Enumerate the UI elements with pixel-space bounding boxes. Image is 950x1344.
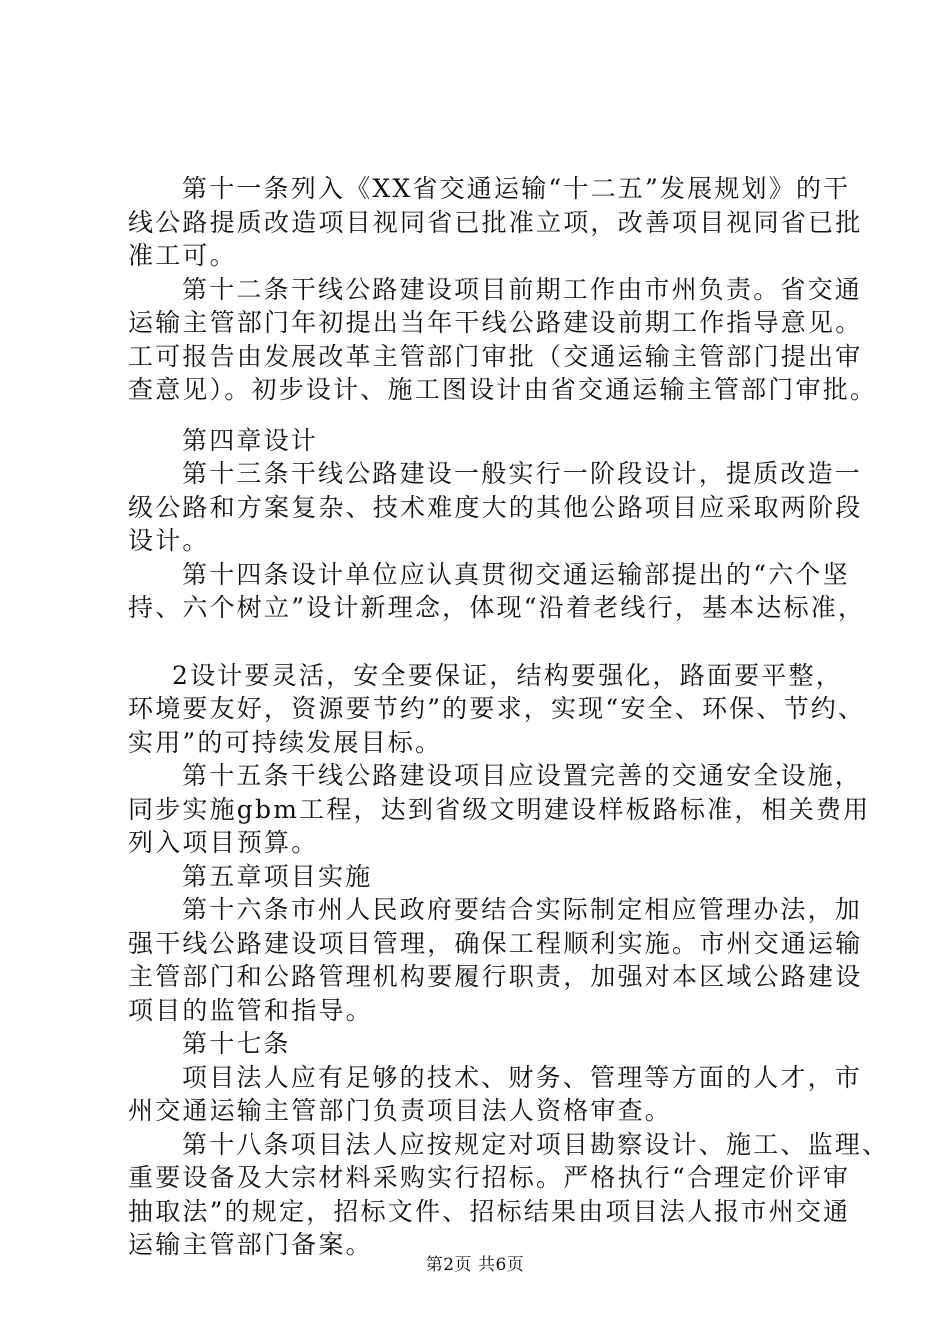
article-13-line-2: 级公路和方案复杂、技术难度大的其他公路项目应采取两阶段 — [128, 492, 863, 522]
article-18-line-1: 第十八条项目法人应按规定对项目勘察设计、施工、监理、 — [182, 1129, 890, 1159]
article-12-line-3: 工可报告由发展改革主管部门审批（交通运输主管部门提出审 — [128, 341, 863, 371]
article-14-line-3: 2设计要灵活，安全要保证，结构要强化，路面要平整， — [172, 660, 843, 690]
page-footer: 第2页 共6页 — [425, 1255, 525, 1275]
article-14-line-5: 实用”的可持续发展目标。 — [128, 727, 443, 757]
article-17-heading: 第十七条 — [182, 1029, 291, 1058]
article-18-line-2: 重要设备及大宗材料采购实行招标。严格执行“合理定价评审 — [128, 1163, 851, 1192]
article-15-line-3: 列入项目预算。 — [128, 828, 319, 857]
article-16-line-3: 主管部门和公路管理机构要履行职责，加强对本区域公路建设 — [128, 962, 863, 991]
article-14-line-2: 持、六个树立”设计新理念，体现“沿着老线行，基本达标准， — [128, 593, 866, 622]
document-body — [128, 172, 890, 1262]
article-17-line-2: 州交通运输主管部门负责项目法人资格审查。 — [128, 1096, 673, 1125]
article-11-line-1: 第十一条列入《XX省交通运输“十二五”发展规划》的干 — [182, 174, 851, 203]
article-13-line-1: 第十三条干线公路建设一般实行一阶段设计，提质改造一 — [182, 459, 863, 488]
article-12-line-1: 第十二条干线公路建设项目前期工作由市州负责。省交通 — [182, 274, 863, 304]
article-11-line-2: 线公路提质改造项目视同省已批准立项，改善项目视同省已批 — [128, 207, 863, 237]
article-16-line-2: 强干线公路建设项目管理，确保工程顺利实施。市州交通运输 — [128, 928, 863, 958]
article-15-line-1: 第十五条干线公路建设项目应设置完善的交通安全设施， — [182, 761, 863, 790]
article-15-line-2: 同步实施gbm工程，达到省级文明建设样板路标准，相关费用 — [128, 794, 871, 824]
article-18-line-4: 运输主管部门备案。 — [128, 1230, 373, 1259]
article-11-line-3: 准工可。 — [128, 241, 237, 270]
chapter-4-heading: 第四章设计 — [182, 425, 319, 455]
article-12-line-4: 查意见）。初步设计、施工图设计由省交通运输主管部门审批。 — [128, 375, 878, 404]
article-16-line-4: 项目的监管和指导。 — [128, 995, 373, 1025]
article-12-line-2: 运输主管部门年初提出当年干线公路建设前期工作指导意见。 — [128, 308, 863, 337]
article-16-line-1: 第十六条市州人民政府要结合实际制定相应管理办法，加 — [182, 895, 863, 924]
paragraph-gap — [128, 625, 832, 659]
article-13-line-3: 设计。 — [128, 526, 210, 555]
article-14-line-1: 第十四条设计单位应认真贯彻交通运输部提出的“六个坚 — [182, 559, 850, 589]
article-14-line-4: 环境要友好，资源要节约”的要求，实现“安全、环保、节约、 — [128, 694, 866, 723]
chapter-5-heading: 第五章项目实施 — [182, 861, 373, 891]
article-17-line-1: 项目法人应有足够的技术、财务、管理等方面的人才，市 — [182, 1062, 863, 1092]
article-18-line-3: 抽取法”的规定，招标文件、招标结果由项目法人报市州交通 — [128, 1196, 851, 1226]
paragraph-gap — [128, 407, 832, 424]
